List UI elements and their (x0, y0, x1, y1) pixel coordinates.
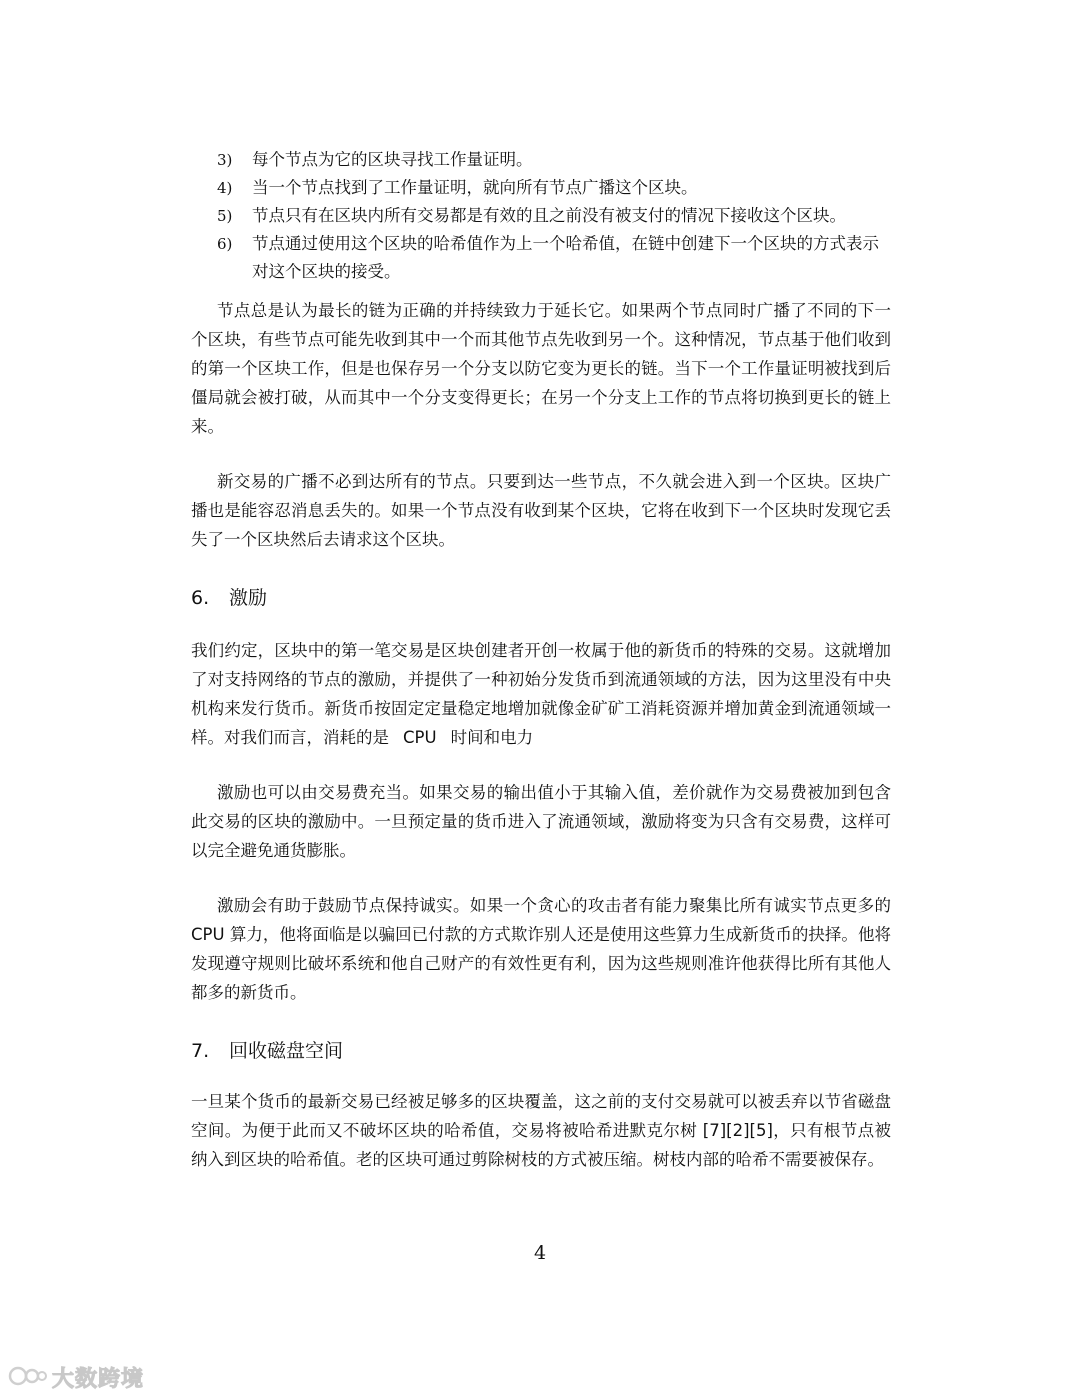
section-heading-disk-space (191, 1037, 891, 1065)
cpu-term: CPU (403, 728, 437, 747)
page-number: 4 (533, 1242, 547, 1264)
section-title: 激励 (229, 587, 268, 609)
watermark-text: 大数跨境 (52, 1367, 145, 1392)
paragraph-broadcast: 新交易的广播不必到达所有的节点。只要到达一些节点，不久就会进入到一个区块。区块广播也是能容忍消息丢失的。如果一个节点没有收到某个区块，它将在收到下一个区块时发现它丢失了一个区块然后去请求这个区块。 (191, 472, 891, 549)
list-item (191, 230, 891, 286)
logo-mark-icon (8, 1364, 48, 1392)
list-item-number: 6) (217, 235, 233, 253)
list-item-number: 3) (217, 151, 233, 169)
list-item-text: 每个节点为它的区块寻找工作量证明。 (252, 150, 533, 169)
paragraph-honesty: 激励会有助于鼓励节点保持诚实。如果一个贪心的攻击者有能力聚集比所有诚实节点更多的 CPU 算力，他将面临是以骗回已付款的方式欺诈别人还是使用这些算力生成新货币的抉择。他将发现遵守规则比破坏系统和他自己财产的有效性更有利，因为这些规则准许他获得比所有其他人都多的新货币。 (191, 896, 891, 1002)
section-heading-incentive (191, 584, 891, 612)
list-item (191, 202, 891, 230)
watermark (8, 1362, 144, 1393)
paragraph-incentive-intro (191, 636, 891, 752)
numbered-list (191, 146, 891, 286)
list-item-text: 当一个节点找到了工作量证明，就向所有节点广播这个区块。 (252, 178, 698, 197)
section-number: 7. (191, 1040, 210, 1062)
section-title: 回收磁盘空间 (229, 1040, 344, 1062)
paragraph-longest-chain: 节点总是认为最长的链为正确的并持续致力于延长它。如果两个节点同时广播了不同的下一个区块，有些节点可能先收到其中一个而其他节点先收到另一个。这种情况，节点基于他们收到的第一个区块工作，但是也保存另一个分支以防它变为更长的链。当下一个工作量证明被找到后僵局就会被打破，从而其中一个分支变得更长；在另一个分支上工作的节点将切换到更长的链上来。 (191, 301, 891, 436)
paragraph-reclaim-disk: 一旦某个货币的最新交易已经被足够多的区块覆盖，这之前的支付交易就可以被丢弃以节省磁盘空间。为便于此而又不破坏区块的哈希值，交易将被哈希进默克尔树 [7][2][5]，只有根节点被纳入到区块的哈希值。老的区块可通过剪除树枝的方式被压缩。树枝内部的哈希不需要被保存。 (191, 1092, 891, 1169)
paragraph-transaction-fees: 激励也可以由交易费充当。如果交易的输出值小于其输入值，差价就作为交易费被加到包含此交易的区块的激励中。一旦预定量的货币进入了流通领域，激励将变为只含有交易费，这样可以完全避免通货膨胀。 (191, 783, 891, 860)
section-number: 6. (191, 587, 210, 609)
document-body (191, 146, 891, 1174)
list-item-number: 5) (217, 207, 233, 225)
paragraph-incentive-main: 我们约定，区块中的第一笔交易是区块创建者开创一枚属于他的新货币的特殊的交易。这就增加了对支持网络的节点的激励，并提供了一种初始分发货币到流通领域的方法，因为这里没有中央机构来发行货币。新货币按固定定量稳定地增加就像金矿矿工消耗资源并增加黄金到流通领域一样。对我们而言，消耗的是 (191, 641, 891, 747)
list-item-number: 4) (217, 179, 233, 197)
list-item-text: 节点通过使用这个区块的哈希值作为上一个哈希值，在链中创建下一个区块的方式表示对这个区块的接受。 (252, 234, 879, 281)
list-item (191, 146, 891, 174)
paragraph-incentive-tail: 时间和电力 (450, 728, 534, 747)
list-item (191, 174, 891, 202)
list-item-text: 节点只有在区块内所有交易都是有效的且之前没有被支付的情况下接收这个区块。 (252, 206, 846, 225)
